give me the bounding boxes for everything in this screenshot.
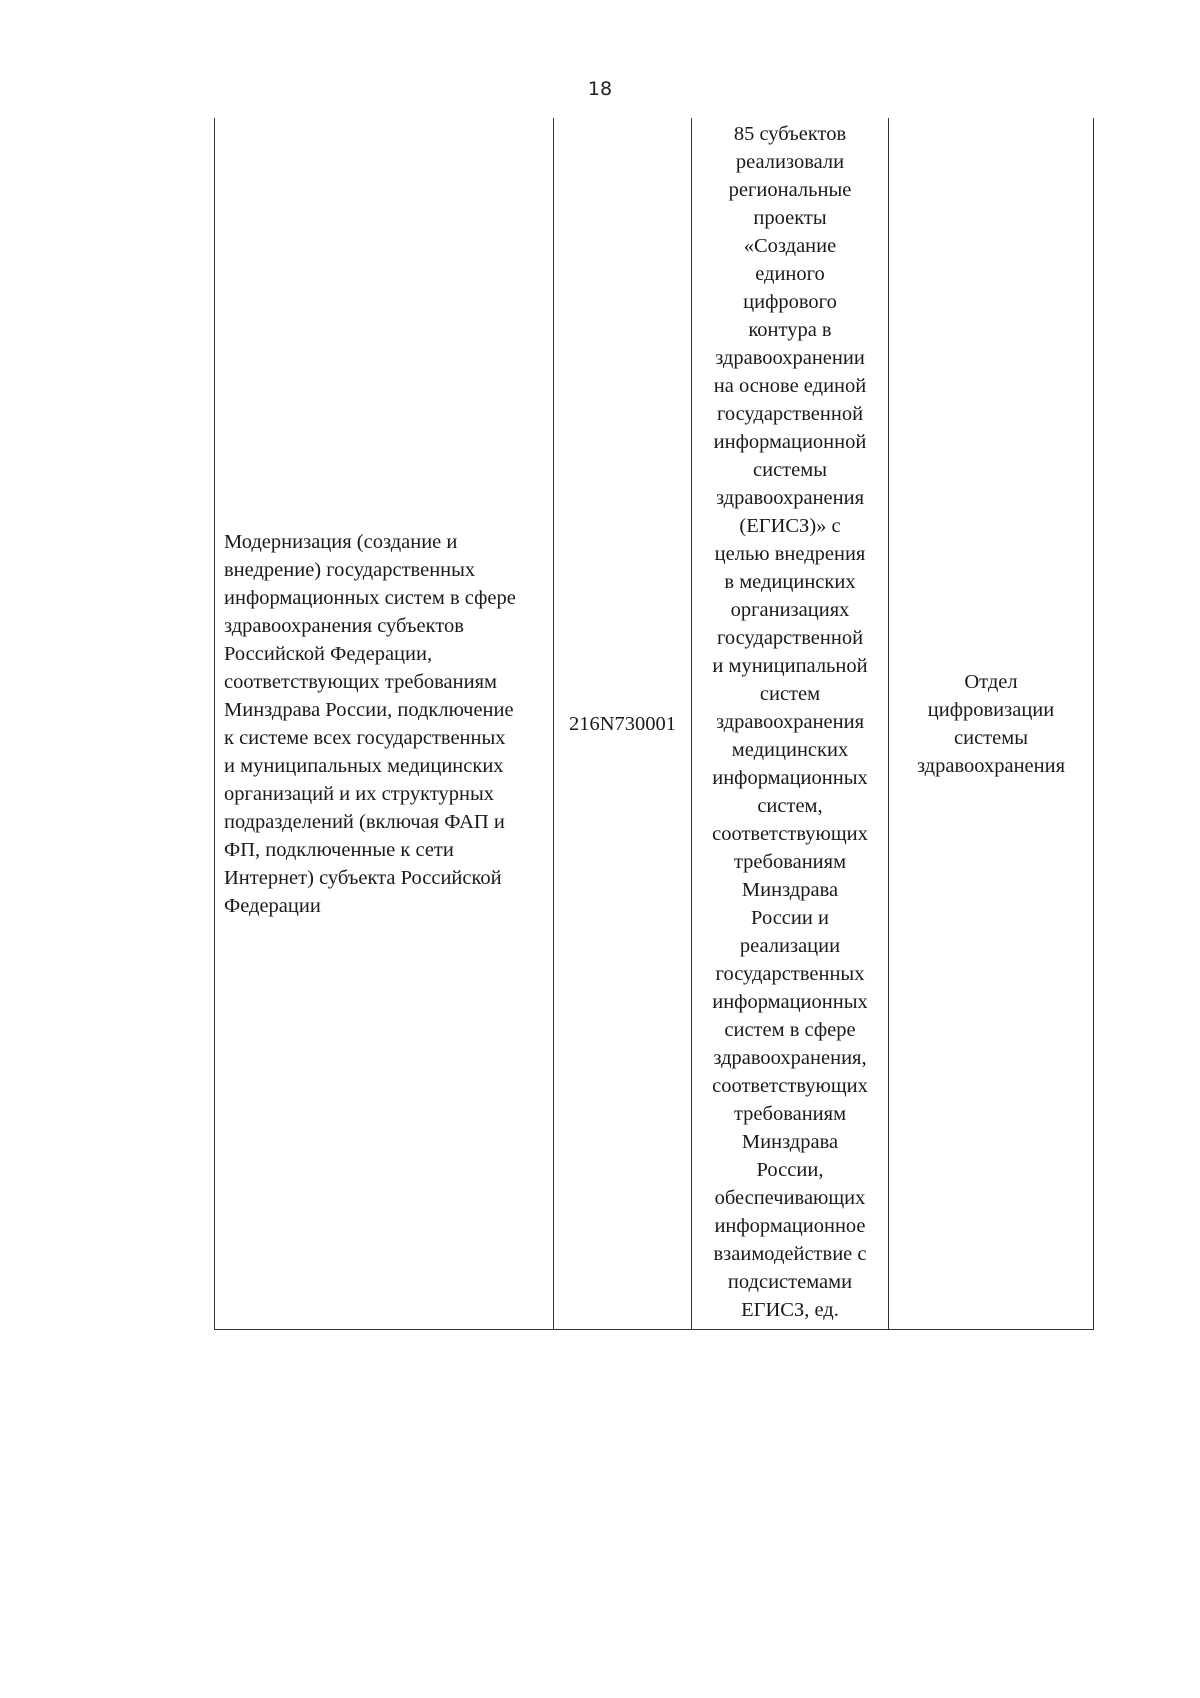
description-text: Модернизация (создание и внедрение) государственных информационных систем в сфере здравоохранения субъектов Российской Федерации, соответствующих требованиям Минздрава России, подключение к системе всех государственных и муниципальных медицинских организаций и их структурных подразделений (включая ФАП и ФП, подключенные к сети Интернет) субъекта Российской Федерации <box>224 530 516 917</box>
data-table <box>214 118 1094 1330</box>
table-cell-description <box>215 118 553 1329</box>
page-number: 18 <box>587 78 613 100</box>
code-text: 216N730001 <box>568 712 677 735</box>
responsible-text: Отдел цифровизации системы здравоохранения <box>916 670 1066 777</box>
indicator-text: 85 субъектов реализовали региональные проекты «Создание единого цифрового контура в здравоохранении на основе единой государственной информационной системы здравоохранения (ЕГИСЗ)» с целью внедрения в медицинских организациях государственной и муниципальной систем здравоохранения медицинских информационных систем, соответствующих требованиям Минздрава России и реализации государственных информационных систем в сфере здравоохранения, соответствующих требованиям Минздрава России, обеспечивающих информационное взаимодействие с подсистемами ЕГИСЗ, ед. <box>712 123 868 1321</box>
table-cell-indicator <box>691 118 888 1329</box>
table-cell-code <box>553 118 691 1329</box>
table-cell-responsible <box>888 118 1093 1329</box>
